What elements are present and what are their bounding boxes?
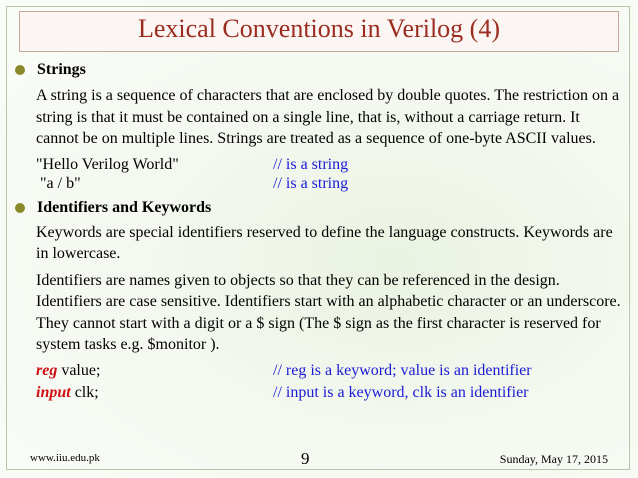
identifiers-paragraph: Identifiers are names given to objects so that they can be referenced in the design. Identifiers are case sensitive. Identifiers start with an alphabetic character or an underscore. They cannot start with a digit or a $ sign (The $ sign as the first character is reserved for system tasks e.g. $monitor ). <box>36 271 621 353</box>
identifiers-heading-text: Identifiers and Keywords <box>37 198 212 216</box>
keyword-example-1-comment: // reg is a keyword; value is an identifier <box>273 361 532 379</box>
bullet-icon <box>15 203 25 213</box>
keyword-example-2 <box>13 383 625 402</box>
keyword-example-1-rest: value; <box>57 361 101 379</box>
identifiers-heading <box>13 198 625 217</box>
string-example-2-comment: // is a string <box>273 174 349 192</box>
strings-paragraph: A string is a sequence of characters that are enclosed by double quotes. The restriction on a string is that it must be contained on a single line, that is, without a carriage return. It cannot be on multiple lines. Strings are treated as a sequence of one-byte ASCII values. <box>36 87 620 147</box>
footer-date: Sunday, May 17, 2015 <box>499 452 608 466</box>
string-example-2 <box>13 174 625 193</box>
keyword-example-2-code <box>36 383 99 402</box>
page-number: 9 <box>301 449 310 468</box>
string-example-1 <box>13 155 625 174</box>
keywords-paragraph: Keywords are special identifiers reserved to define the language constructs. Keywords are in lowercase. <box>36 223 613 262</box>
keyword-example-1 <box>13 361 625 380</box>
title-frame <box>19 11 619 52</box>
string-example-1-comment: // is a string <box>273 155 349 173</box>
slide-title: Lexical Conventions in Verilog (4) <box>137 14 500 43</box>
keyword-example-2-comment: // input is a keyword, clk is an identifier <box>273 383 529 401</box>
string-example-2-code: "a / b" <box>36 174 81 192</box>
footer-url: www.iiu.edu.pk <box>30 452 100 464</box>
bullet-icon <box>15 65 25 75</box>
keyword-example-2-rest: clk; <box>70 383 99 401</box>
keyword-reg: reg <box>36 361 58 379</box>
keyword-example-1-code <box>36 361 100 380</box>
keyword-input: input <box>36 383 71 401</box>
strings-heading <box>13 60 625 79</box>
strings-heading-text: Strings <box>37 61 86 78</box>
slide-content <box>13 60 625 402</box>
string-example-1-code: "Hello Verilog World" <box>36 155 179 173</box>
